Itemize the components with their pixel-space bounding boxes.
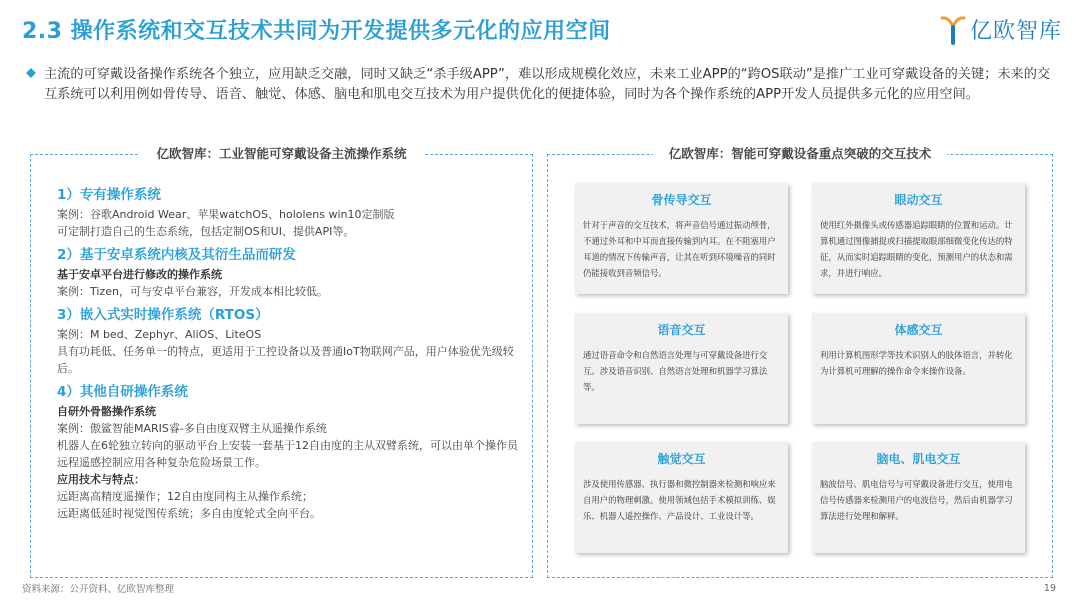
os-section-heading: 3）嵌入式实时操作系统（RTOS） [57,307,269,323]
os-section-line: 机器人在6轮独立转向的驱动平台上安装一套基于12自由度的主从双臂系统，可以由单个操作员远程遥感控制应用各种复杂危险场景工作。 [57,439,518,469]
card-text: 涉及使用传感器、执行器和微控制器来检测和响应来自用户的物理刺激。使用领域包括手术模拟训练、娱乐、机器人遥控操作、产品设计、工业设计等。 [583,479,776,521]
os-panel [30,146,533,578]
card-voice [575,313,788,424]
brand-logo [940,14,1062,45]
card-title: 眼动交互 [894,193,943,207]
os-section-line: 远距离高精度遥操作；12自由度同构主从操作系统； [57,490,313,503]
card-title: 体感交互 [894,323,943,337]
card-title: 语音交互 [657,323,706,337]
os-list [57,185,527,527]
os-section-heading: 4）其他自研操作系统 [57,384,188,400]
card-title: 脑电、肌电交互 [876,452,961,466]
os-section-line: 案例：Tizen，可与安卓平台兼容，开发成本相比较低。 [57,285,328,298]
os-section-line: 案例：谷歌Android Wear、苹果watchOS、hololens win10定制版 [57,208,395,221]
os-section-line: 案例：M bed、Zephyr、AliOS、LiteOS [57,328,262,341]
os-section-self-developed [57,382,527,522]
card-text: 通过语音命令和自然语言处理与可穿戴设备进行交互。涉及语音识别、自然语言处理和机器学习算法等。 [583,350,768,392]
card-text: 脑波信号、肌电信号与可穿戴设备进行交互，使用电信号传感器来检测用户的电波信号，然后由机器学习算法进行处理和解释。 [820,479,1013,521]
card-text: 针对于声音的交互技术，将声音信号通过振动颅骨，不通过外耳和中耳而直接传输到内耳。在不阻塞用户耳道的情况下传输声音，让其在听到环境噪音的同时仍能接收到音频信号。 [583,220,776,278]
card-text: 使用红外摄像头或传感器追踪眼睛的位置和运动。计算机通过图像捕捉或扫描提取眼部细微变化传达的特征，从而实时追踪眼睛的变化，预测用户的状态和需求，并进行响应。 [820,220,1013,278]
card-bone-conduction [575,183,788,294]
os-section-heading: 2）基于安卓系统内核及其衍生品而研发 [57,247,296,263]
intro-paragraph [30,65,1052,105]
os-panel-title: 亿欧智库：工业智能可穿戴设备主流操作系统 [31,145,532,163]
card-haptic [575,442,788,553]
card-eeg-emg [812,442,1025,553]
os-section-heading: 1）专有操作系统 [57,187,161,203]
os-section-proprietary [57,185,527,240]
diamond-bullet-icon [26,68,36,78]
interaction-panel-title: 亿欧智库：智能可穿戴设备重点突破的交互技术 [548,145,1052,163]
os-section-line: 可定制打造自己的生态系统，包括定制OS和UI、提供API等。 [57,225,355,238]
yiou-logo-icon [940,15,966,45]
os-section-rtos [57,305,527,377]
os-section-line: 案例：傲鲨智能MARIS睿-多自由度双臂主从遥操作系统 [57,422,327,435]
os-section-subheading: 应用技术与特点： [57,473,145,486]
os-section-line: 远距离低延时视觉图传系统；多自由度轮式全向平台。 [57,507,321,520]
os-section-line: 具有功耗低、任务单一的特点，更适用于工控设备以及普通IoT物联网产品，用户体验优先级较后。 [57,345,514,375]
card-eye-tracking [812,183,1025,294]
os-section-android-based [57,245,527,300]
intro-text: 主流的可穿戴设备操作系统各个独立，应用缺乏交融，同时又缺乏“杀手级APP”，难以形成规模化效应，未来工业APP的“跨OS联动”是推广工业可穿戴设备的关键；未来的交互系统可以利用例如骨传导、语音、触觉、体感、脑电和肌电交互技术为用户提供优化的便捷体验，同时为各个操作系统的APP开发人员提供多元化的应用空间。 [44,67,1051,102]
os-section-subheading: 基于安卓平台进行修改的操作系统 [57,268,222,281]
card-title: 触觉交互 [657,452,706,466]
card-motion-sensing [812,313,1025,424]
page-number: 19 [1043,583,1056,594]
card-title: 骨传导交互 [651,193,712,207]
os-section-subheading: 自研外骨骼操作系统 [57,405,156,418]
card-text: 利用计算机图形学等技术识别人的肢体语言，并转化为计算机可理解的操作命令来操作设备。 [820,350,1013,376]
page-title: 2.3 操作系统和交互技术共同为开发提供多元化的应用空间 [22,19,611,44]
logo-text: 亿欧智库 [969,19,1062,44]
interaction-panel [547,146,1053,578]
source-note: 资料来源：公开资料、亿欧智库整理 [22,584,175,595]
